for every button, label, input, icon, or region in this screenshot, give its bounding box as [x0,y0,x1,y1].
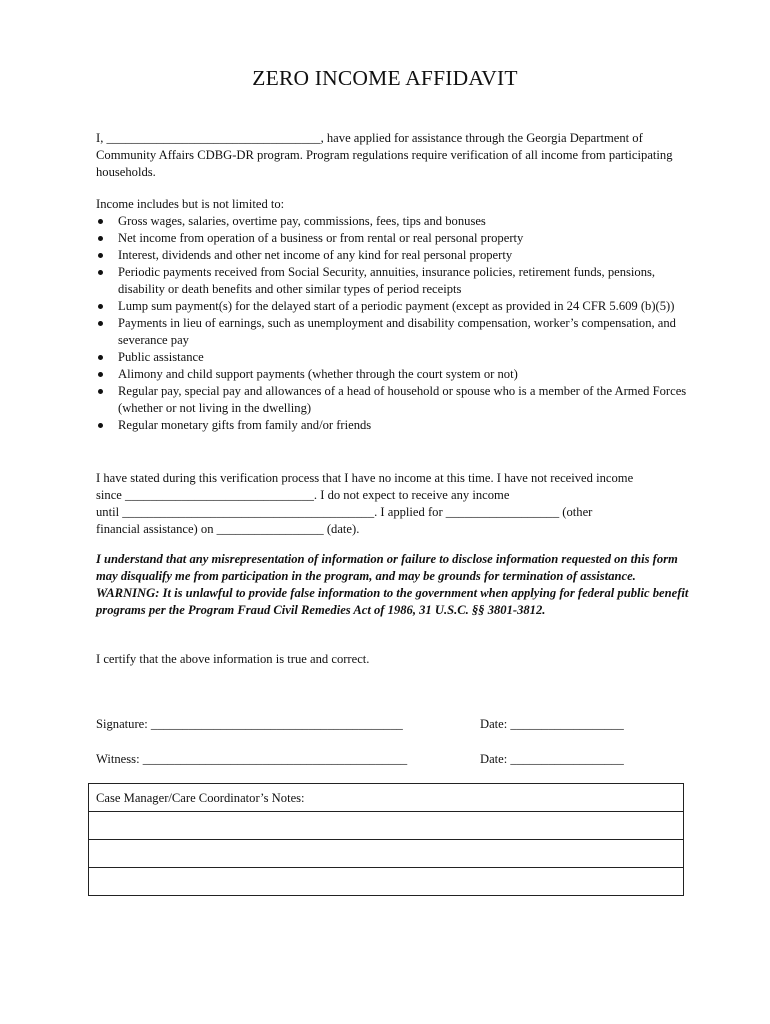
notes-row[interactable] [89,840,683,868]
document-title: ZERO INCOME AFFIDAVIT [252,66,518,90]
witness-date-line[interactable]: Date: __________________ [480,752,624,766]
income-list-item: Regular monetary gifts from family and/or friends [96,417,696,434]
applicant-paragraph: I, __________________________________, have applied for assistance through the Georgia Department of Community Affairs CDBG-DR program. Program regulations require verification of all income from participating households. [96,131,673,179]
statement-line: I have stated during this verification process that I have no income at this time. I have not received income [96,471,634,485]
notes-header-row [89,784,683,812]
signature-date-line[interactable]: Date: __________________ [480,717,624,731]
income-list [96,213,696,434]
no-income-statement [96,470,696,538]
income-intro: Income includes but is not limited to: [96,197,285,211]
certify-statement: I certify that the above information is true and correct. [96,652,370,666]
statement-line: until ________________________________________. I applied for __________________ (other [96,505,593,519]
notes-row[interactable] [89,812,683,840]
notes-box [88,783,684,896]
warning-paragraph: I understand that any misrepresentation of information or failure to disclose information requested on this form may disqualify me from participation in the program, and may be grounds for termination of assistance. WARNING: It is unlawful to provide false information to the government when applying for federal public benefit programs per the Program Fraud Civil Remedies Act of 1986, 31 U.S.C. §§ 3801-3812. [96,552,689,617]
income-list-item: Regular pay, special pay and allowances of a head of household or spouse who is a member of the Armed Forces (whether or not living in the dwelling) [96,383,696,417]
notes-label: Case Manager/Care Coordinator’s Notes: [96,791,305,805]
income-list-item: Public assistance [96,349,696,366]
income-list-item: Gross wages, salaries, overtime pay, commissions, fees, tips and bonuses [96,213,696,230]
notes-row[interactable] [89,868,683,897]
witness-line[interactable]: Witness: __________________________________________ [96,752,408,766]
income-list-item: Periodic payments received from Social Security, annuities, insurance policies, retirement funds, pensions, disability or death benefits and other similar types of period receipts [96,264,696,298]
income-list-item: Lump sum payment(s) for the delayed start of a periodic payment (except as provided in 24 CFR 5.609 (b)(5)) [96,298,696,315]
income-list-item: Interest, dividends and other net income of any kind for real personal property [96,247,696,264]
income-list-item: Alimony and child support payments (whether through the court system or not) [96,366,696,383]
statement-line: since ______________________________. I do not expect to receive any income [96,488,510,502]
income-list-item: Net income from operation of a business or from rental or real personal property [96,230,696,247]
income-list-item: Payments in lieu of earnings, such as unemployment and disability compensation, worker’s compensation, and severance pay [96,315,696,349]
statement-line: financial assistance) on _________________ (date). [96,522,360,536]
signature-line[interactable]: Signature: ________________________________________ [96,717,403,731]
